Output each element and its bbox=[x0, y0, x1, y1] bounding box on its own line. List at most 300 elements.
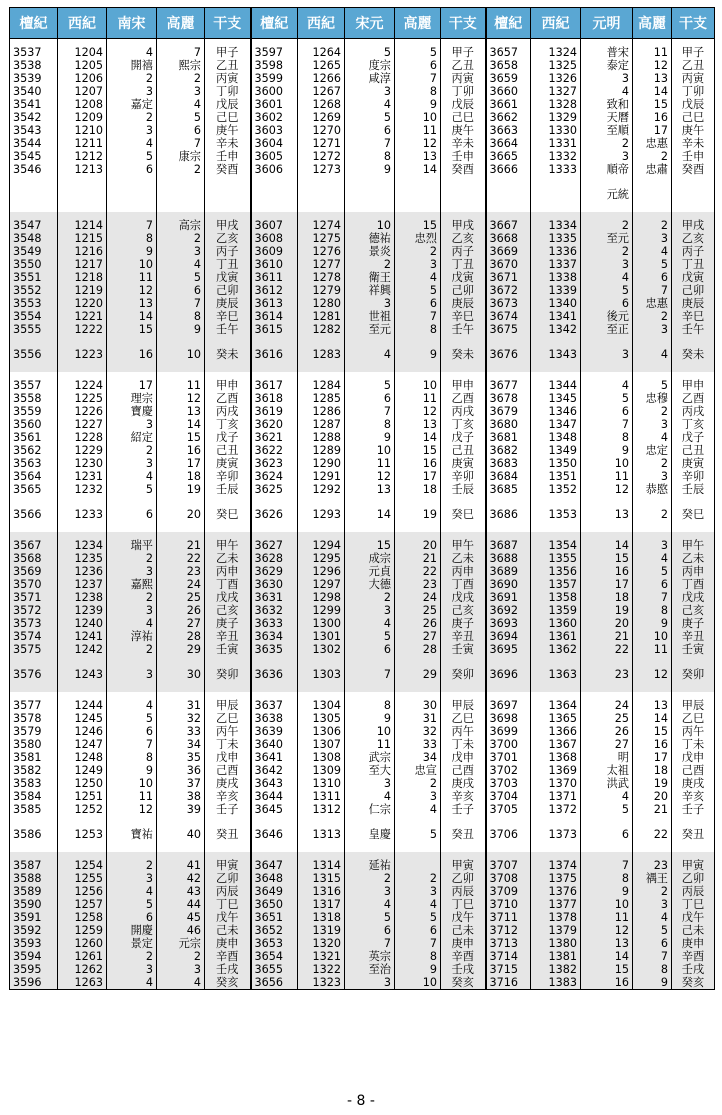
dynasty-era-cell: 8 bbox=[107, 232, 157, 245]
table-row bbox=[10, 232, 715, 245]
dangun-year-cell: 3666 bbox=[486, 163, 531, 176]
ganzhi-cell: 庚戌 bbox=[672, 777, 715, 790]
goryeo-year-cell: 3 bbox=[157, 245, 205, 258]
column-header: 高麗 bbox=[395, 8, 441, 39]
ganzhi-cell: 己酉 bbox=[441, 764, 486, 777]
dangun-year-cell: 3573 bbox=[10, 617, 58, 630]
goryeo-year-cell: 45 bbox=[157, 911, 205, 924]
dangun-year-cell: 3653 bbox=[251, 937, 298, 950]
western-year-cell: 1302 bbox=[298, 643, 345, 656]
dangun-year-cell: 3588 bbox=[10, 872, 58, 885]
western-year-cell: 1347 bbox=[531, 418, 581, 431]
ganzhi-cell: 丙午 bbox=[205, 725, 251, 738]
western-year-cell: 1310 bbox=[298, 777, 345, 790]
dynasty-era-cell: 3 bbox=[107, 963, 157, 976]
goryeo-year-cell: 2 bbox=[395, 777, 441, 790]
ganzhi-cell: 辛亥 bbox=[672, 790, 715, 803]
dynasty-era-cell: 5 bbox=[581, 803, 633, 816]
goryeo-year-cell: 18 bbox=[395, 483, 441, 496]
goryeo-year-cell: 9 bbox=[633, 617, 672, 630]
western-year-cell: 1235 bbox=[58, 552, 107, 565]
dynasty-era-cell: 至元 bbox=[581, 232, 633, 245]
table-row bbox=[10, 496, 715, 532]
goryeo-year-cell: 14 bbox=[633, 712, 672, 725]
dynasty-era-cell: 4 bbox=[107, 976, 157, 990]
ganzhi-cell: 辛丑 bbox=[441, 630, 486, 643]
western-year-cell: 1241 bbox=[58, 630, 107, 643]
goryeo-year-cell: 3 bbox=[633, 470, 672, 483]
western-year-cell: 1266 bbox=[298, 72, 345, 85]
western-year-cell: 1279 bbox=[298, 284, 345, 297]
western-year-cell: 1324 bbox=[531, 39, 581, 60]
dangun-year-cell: 3642 bbox=[251, 764, 298, 777]
ganzhi-cell: 己卯 bbox=[205, 284, 251, 297]
dynasty-era-cell: 11 bbox=[345, 738, 395, 751]
western-year-cell: 1272 bbox=[298, 150, 345, 163]
dangun-year-cell: 3640 bbox=[251, 738, 298, 751]
dangun-year-cell: 3710 bbox=[486, 898, 531, 911]
western-year-cell: 1249 bbox=[58, 764, 107, 777]
dangun-year-cell: 3677 bbox=[486, 372, 531, 392]
table-row bbox=[10, 816, 715, 852]
dangun-year-cell: 3660 bbox=[486, 85, 531, 98]
table-row bbox=[10, 372, 715, 392]
goryeo-year-cell: 26 bbox=[395, 617, 441, 630]
dangun-year-cell: 3670 bbox=[486, 258, 531, 271]
dynasty-era-cell bbox=[345, 176, 395, 212]
dangun-year-cell: 3583 bbox=[10, 777, 58, 790]
goryeo-year-cell: 2 bbox=[633, 405, 672, 418]
western-year-cell: 1254 bbox=[58, 852, 107, 872]
dangun-year-cell: 3688 bbox=[486, 552, 531, 565]
ganzhi-cell: 丁丑 bbox=[672, 258, 715, 271]
column-header: 檀紀 bbox=[251, 8, 298, 39]
western-year-cell: 1340 bbox=[531, 297, 581, 310]
goryeo-year-cell: 44 bbox=[157, 898, 205, 911]
dangun-year-cell: 3587 bbox=[10, 852, 58, 872]
dynasty-era-cell: 9 bbox=[107, 245, 157, 258]
table-row bbox=[10, 137, 715, 150]
western-year-cell: 1208 bbox=[58, 98, 107, 111]
dangun-year-cell: 3648 bbox=[251, 872, 298, 885]
ganzhi-cell: 丁未 bbox=[205, 738, 251, 751]
ganzhi-cell: 乙未 bbox=[672, 552, 715, 565]
goryeo-year-cell: 13 bbox=[633, 692, 672, 712]
dynasty-era-cell: 至元 bbox=[345, 323, 395, 336]
ganzhi-cell: 癸丑 bbox=[441, 816, 486, 852]
dangun-year-cell: 3555 bbox=[10, 323, 58, 336]
western-year-cell: 1287 bbox=[298, 418, 345, 431]
ganzhi-cell: 乙巳 bbox=[672, 712, 715, 725]
goryeo-year-cell: 9 bbox=[633, 976, 672, 990]
western-year-cell: 1271 bbox=[298, 137, 345, 150]
western-year-cell: 1339 bbox=[531, 284, 581, 297]
goryeo-year-cell: 20 bbox=[395, 532, 441, 552]
table-row bbox=[10, 431, 715, 444]
ganzhi-cell: 乙酉 bbox=[672, 392, 715, 405]
table-row bbox=[10, 59, 715, 72]
western-year-cell: 1276 bbox=[298, 245, 345, 258]
dangun-year-cell: 3652 bbox=[251, 924, 298, 937]
goryeo-year-cell: 22 bbox=[633, 816, 672, 852]
western-year-cell: 1212 bbox=[58, 150, 107, 163]
ganzhi-cell: 戊子 bbox=[441, 431, 486, 444]
goryeo-year-cell: 19 bbox=[157, 483, 205, 496]
western-year-cell: 1375 bbox=[531, 872, 581, 885]
goryeo-year-cell: 40 bbox=[157, 816, 205, 852]
goryeo-year-cell: 2 bbox=[395, 245, 441, 258]
goryeo-year-cell: 12 bbox=[633, 59, 672, 72]
dynasty-era-cell: 6 bbox=[345, 643, 395, 656]
dynasty-era-cell: 成宗 bbox=[345, 552, 395, 565]
dangun-year-cell: 3657 bbox=[486, 39, 531, 60]
ganzhi-cell: 庚子 bbox=[672, 617, 715, 630]
dynasty-era-cell: 2 bbox=[107, 591, 157, 604]
goryeo-year-cell: 12 bbox=[157, 392, 205, 405]
goryeo-year-cell: 7 bbox=[157, 297, 205, 310]
western-year-cell: 1236 bbox=[58, 565, 107, 578]
dangun-year-cell: 3639 bbox=[251, 725, 298, 738]
dangun-year-cell: 3684 bbox=[486, 470, 531, 483]
dynasty-era-cell: 11 bbox=[581, 911, 633, 924]
western-year-cell: 1211 bbox=[58, 137, 107, 150]
western-year-cell: 1314 bbox=[298, 852, 345, 872]
dangun-year-cell: 3577 bbox=[10, 692, 58, 712]
ganzhi-cell: 甲午 bbox=[441, 532, 486, 552]
dynasty-era-cell: 2 bbox=[107, 72, 157, 85]
western-year-cell: 1294 bbox=[298, 532, 345, 552]
dynasty-era-cell: 景炎 bbox=[345, 245, 395, 258]
dangun-year-cell: 3638 bbox=[251, 712, 298, 725]
goryeo-year-cell: 2 bbox=[157, 163, 205, 176]
table-row bbox=[10, 937, 715, 950]
ganzhi-cell: 戊午 bbox=[672, 911, 715, 924]
ganzhi-cell: 乙丑 bbox=[205, 59, 251, 72]
dangun-year-cell: 3596 bbox=[10, 976, 58, 990]
dangun-year-cell: 3676 bbox=[486, 336, 531, 372]
dangun-year-cell: 3682 bbox=[486, 444, 531, 457]
western-year-cell: 1231 bbox=[58, 470, 107, 483]
dangun-year-cell: 3551 bbox=[10, 271, 58, 284]
table-row bbox=[10, 176, 715, 212]
table-row bbox=[10, 271, 715, 284]
ganzhi-cell: 庚寅 bbox=[441, 457, 486, 470]
goryeo-year-cell: 3 bbox=[395, 258, 441, 271]
western-year-cell bbox=[58, 176, 107, 212]
goryeo-year-cell: 8 bbox=[633, 604, 672, 617]
table-row bbox=[10, 124, 715, 137]
ganzhi-cell: 丁巳 bbox=[441, 898, 486, 911]
dangun-year-cell: 3597 bbox=[251, 39, 298, 60]
dangun-year-cell: 3643 bbox=[251, 777, 298, 790]
western-year-cell: 1267 bbox=[298, 85, 345, 98]
ganzhi-cell: 壬戌 bbox=[672, 963, 715, 976]
table-row bbox=[10, 692, 715, 712]
western-year-cell: 1359 bbox=[531, 604, 581, 617]
dynasty-era-cell: 14 bbox=[345, 496, 395, 532]
dynasty-era-cell: 瑞平 bbox=[107, 532, 157, 552]
ganzhi-cell: 乙未 bbox=[441, 552, 486, 565]
western-year-cell: 1323 bbox=[298, 976, 345, 990]
dynasty-era-cell: 德祐 bbox=[345, 232, 395, 245]
goryeo-year-cell: 17 bbox=[633, 124, 672, 137]
dynasty-era-cell: 3 bbox=[107, 656, 157, 692]
goryeo-year-cell: 28 bbox=[157, 630, 205, 643]
ganzhi-cell: 戊子 bbox=[672, 431, 715, 444]
western-year-cell: 1252 bbox=[58, 803, 107, 816]
dynasty-era-cell: 3 bbox=[345, 297, 395, 310]
table-row bbox=[10, 85, 715, 98]
ganzhi-cell: 乙亥 bbox=[441, 232, 486, 245]
dynasty-era-cell: 6 bbox=[345, 924, 395, 937]
western-year-cell: 1341 bbox=[531, 310, 581, 323]
column-header: 檀紀 bbox=[486, 8, 531, 39]
ganzhi-cell: 乙酉 bbox=[205, 392, 251, 405]
goryeo-year-cell: 5 bbox=[633, 924, 672, 937]
western-year-cell: 1298 bbox=[298, 591, 345, 604]
dangun-year-cell: 3709 bbox=[486, 885, 531, 898]
table-row bbox=[10, 630, 715, 643]
dangun-year-cell: 3715 bbox=[486, 963, 531, 976]
western-year-cell: 1353 bbox=[531, 496, 581, 532]
dangun-year-cell: 3668 bbox=[486, 232, 531, 245]
dangun-year-cell: 3548 bbox=[10, 232, 58, 245]
goryeo-year-cell: 忠惠 bbox=[633, 297, 672, 310]
goryeo-year-cell: 38 bbox=[157, 790, 205, 803]
goryeo-year-cell: 32 bbox=[157, 712, 205, 725]
western-year-cell: 1306 bbox=[298, 725, 345, 738]
goryeo-year-cell: 6 bbox=[633, 937, 672, 950]
western-year-cell: 1251 bbox=[58, 790, 107, 803]
ganzhi-cell: 庚午 bbox=[205, 124, 251, 137]
goryeo-year-cell: 忠惠 bbox=[633, 137, 672, 150]
goryeo-year-cell bbox=[395, 176, 441, 212]
goryeo-year-cell: 36 bbox=[157, 764, 205, 777]
dangun-year-cell: 3706 bbox=[486, 816, 531, 852]
dynasty-era-cell: 6 bbox=[581, 297, 633, 310]
table-row bbox=[10, 777, 715, 790]
dangun-year-cell bbox=[10, 176, 58, 212]
western-year-cell: 1290 bbox=[298, 457, 345, 470]
dangun-year-cell: 3544 bbox=[10, 137, 58, 150]
western-year-cell: 1268 bbox=[298, 98, 345, 111]
dangun-year-cell: 3567 bbox=[10, 532, 58, 552]
dangun-year-cell: 3686 bbox=[486, 496, 531, 532]
ganzhi-cell: 己酉 bbox=[672, 764, 715, 777]
dynasty-era-cell: 21 bbox=[581, 630, 633, 643]
dangun-year-cell: 3664 bbox=[486, 137, 531, 150]
dynasty-era-cell: 太祖 bbox=[581, 764, 633, 777]
dynasty-era-cell: 3 bbox=[107, 565, 157, 578]
ganzhi-cell: 丙戌 bbox=[441, 405, 486, 418]
goryeo-year-cell: 9 bbox=[395, 963, 441, 976]
dynasty-era-cell: 3 bbox=[345, 976, 395, 990]
dangun-year-cell: 3633 bbox=[251, 617, 298, 630]
ganzhi-cell: 癸卯 bbox=[672, 656, 715, 692]
dynasty-era-cell: 泰定 bbox=[581, 59, 633, 72]
dynasty-era-cell: 8 bbox=[345, 150, 395, 163]
dynasty-era-cell: 9 bbox=[107, 764, 157, 777]
ganzhi-cell: 己巳 bbox=[441, 111, 486, 124]
ganzhi-cell: 壬申 bbox=[441, 150, 486, 163]
dangun-year-cell: 3590 bbox=[10, 898, 58, 911]
table-row bbox=[10, 976, 715, 990]
ganzhi-cell: 庚戌 bbox=[205, 777, 251, 790]
dynasty-era-cell: 17 bbox=[581, 578, 633, 591]
table-row bbox=[10, 604, 715, 617]
goryeo-year-cell: 10 bbox=[395, 372, 441, 392]
western-year-cell: 1258 bbox=[58, 911, 107, 924]
ganzhi-cell: 己丑 bbox=[205, 444, 251, 457]
dangun-year-cell: 3665 bbox=[486, 150, 531, 163]
goryeo-year-cell: 15 bbox=[633, 98, 672, 111]
dynasty-era-cell: 19 bbox=[581, 604, 633, 617]
dynasty-era-cell: 9 bbox=[345, 712, 395, 725]
dangun-year-cell: 3599 bbox=[251, 72, 298, 85]
western-year-cell: 1311 bbox=[298, 790, 345, 803]
dynasty-era-cell: 8 bbox=[345, 418, 395, 431]
ganzhi-cell: 丁亥 bbox=[672, 418, 715, 431]
dynasty-era-cell: 英宗 bbox=[345, 950, 395, 963]
goryeo-year-cell: 19 bbox=[633, 777, 672, 790]
ganzhi-cell: 辛未 bbox=[441, 137, 486, 150]
dynasty-era-cell: 6 bbox=[107, 725, 157, 738]
dangun-year-cell: 3658 bbox=[486, 59, 531, 72]
western-year-cell bbox=[531, 176, 581, 212]
ganzhi-cell: 丁卯 bbox=[672, 85, 715, 98]
goryeo-year-cell: 高宗 bbox=[157, 212, 205, 232]
western-year-cell: 1257 bbox=[58, 898, 107, 911]
dangun-year-cell: 3618 bbox=[251, 392, 298, 405]
goryeo-year-cell: 24 bbox=[157, 578, 205, 591]
goryeo-year-cell: 12 bbox=[395, 137, 441, 150]
western-year-cell: 1301 bbox=[298, 630, 345, 643]
goryeo-year-cell: 5 bbox=[633, 258, 672, 271]
goryeo-year-cell: 8 bbox=[633, 963, 672, 976]
goryeo-year-cell: 14 bbox=[395, 431, 441, 444]
dynasty-era-cell: 2 bbox=[107, 852, 157, 872]
western-year-cell: 1274 bbox=[298, 212, 345, 232]
dangun-year-cell: 3669 bbox=[486, 245, 531, 258]
western-year-cell: 1365 bbox=[531, 712, 581, 725]
dynasty-era-cell: 3 bbox=[345, 604, 395, 617]
dangun-year-cell: 3645 bbox=[251, 803, 298, 816]
ganzhi-cell: 庚申 bbox=[205, 937, 251, 950]
western-year-cell: 1253 bbox=[58, 816, 107, 852]
ganzhi-cell: 辛巳 bbox=[441, 310, 486, 323]
goryeo-year-cell: 2 bbox=[633, 150, 672, 163]
dynasty-era-cell: 27 bbox=[581, 738, 633, 751]
dangun-year-cell: 3619 bbox=[251, 405, 298, 418]
dynasty-era-cell bbox=[107, 176, 157, 212]
western-year-cell: 1304 bbox=[298, 692, 345, 712]
ganzhi-cell: 庚辰 bbox=[205, 297, 251, 310]
ganzhi-cell: 戊寅 bbox=[672, 271, 715, 284]
goryeo-year-cell: 34 bbox=[157, 738, 205, 751]
dangun-year-cell: 3681 bbox=[486, 431, 531, 444]
western-year-cell: 1376 bbox=[531, 885, 581, 898]
western-year-cell: 1283 bbox=[298, 336, 345, 372]
goryeo-year-cell: 6 bbox=[633, 271, 672, 284]
dangun-year-cell: 3716 bbox=[486, 976, 531, 990]
ganzhi-cell: 乙巳 bbox=[441, 712, 486, 725]
dynasty-era-cell: 衛王 bbox=[345, 271, 395, 284]
ganzhi-cell: 辛卯 bbox=[205, 470, 251, 483]
dynasty-era-cell: 後元 bbox=[581, 310, 633, 323]
ganzhi-cell: 庚申 bbox=[441, 937, 486, 950]
dangun-year-cell: 3699 bbox=[486, 725, 531, 738]
dynasty-era-cell: 2 bbox=[581, 245, 633, 258]
dynasty-era-cell: 仁宗 bbox=[345, 803, 395, 816]
ganzhi-cell: 壬辰 bbox=[205, 483, 251, 496]
ganzhi-cell: 戊申 bbox=[441, 751, 486, 764]
dynasty-era-cell: 12 bbox=[345, 470, 395, 483]
goryeo-year-cell: 4 bbox=[395, 898, 441, 911]
western-year-cell: 1217 bbox=[58, 258, 107, 271]
dangun-year-cell: 3541 bbox=[10, 98, 58, 111]
table-row bbox=[10, 212, 715, 232]
ganzhi-cell: 甲午 bbox=[672, 532, 715, 552]
table-row bbox=[10, 483, 715, 496]
dynasty-era-cell: 7 bbox=[345, 405, 395, 418]
dangun-year-cell: 3698 bbox=[486, 712, 531, 725]
dynasty-era-cell: 12 bbox=[581, 483, 633, 496]
dynasty-era-cell: 17 bbox=[107, 372, 157, 392]
western-year-cell: 1222 bbox=[58, 323, 107, 336]
western-year-cell: 1312 bbox=[298, 803, 345, 816]
western-year-cell: 1292 bbox=[298, 483, 345, 496]
dangun-year-cell: 3646 bbox=[251, 816, 298, 852]
table-row bbox=[10, 803, 715, 816]
ganzhi-cell: 乙丑 bbox=[441, 59, 486, 72]
goryeo-year-cell: 15 bbox=[395, 444, 441, 457]
goryeo-year-cell: 33 bbox=[395, 738, 441, 751]
western-year-cell: 1281 bbox=[298, 310, 345, 323]
goryeo-year-cell: 3 bbox=[395, 885, 441, 898]
goryeo-year-cell: 13 bbox=[395, 418, 441, 431]
goryeo-year-cell: 29 bbox=[395, 656, 441, 692]
dynasty-era-cell: 4 bbox=[345, 98, 395, 111]
goryeo-year-cell: 4 bbox=[633, 552, 672, 565]
dynasty-era-cell: 10 bbox=[107, 258, 157, 271]
ganzhi-cell: 庚申 bbox=[672, 937, 715, 950]
dangun-year-cell: 3569 bbox=[10, 565, 58, 578]
ganzhi-cell: 癸酉 bbox=[672, 163, 715, 176]
ganzhi-cell: 癸亥 bbox=[205, 976, 251, 990]
ganzhi-cell: 丙辰 bbox=[672, 885, 715, 898]
dynasty-era-cell: 10 bbox=[581, 457, 633, 470]
table-row bbox=[10, 297, 715, 310]
western-year-cell: 1220 bbox=[58, 297, 107, 310]
dynasty-era-cell: 16 bbox=[581, 976, 633, 990]
western-year-cell bbox=[298, 176, 345, 212]
ganzhi-cell: 戊戌 bbox=[205, 591, 251, 604]
goryeo-year-cell: 忠烈 bbox=[395, 232, 441, 245]
ganzhi-cell: 庚辰 bbox=[441, 297, 486, 310]
western-year-cell: 1368 bbox=[531, 751, 581, 764]
western-year-cell: 1206 bbox=[58, 72, 107, 85]
dynasty-era-cell: 6 bbox=[581, 405, 633, 418]
column-header: 元明 bbox=[581, 8, 633, 39]
ganzhi-cell: 丙戌 bbox=[205, 405, 251, 418]
dangun-year-cell: 3672 bbox=[486, 284, 531, 297]
ganzhi-cell: 癸巳 bbox=[672, 496, 715, 532]
western-year-cell: 1344 bbox=[531, 372, 581, 392]
western-year-cell: 1224 bbox=[58, 372, 107, 392]
dangun-year-cell bbox=[251, 176, 298, 212]
western-year-cell: 1299 bbox=[298, 604, 345, 617]
ganzhi-cell: 丁丑 bbox=[205, 258, 251, 271]
